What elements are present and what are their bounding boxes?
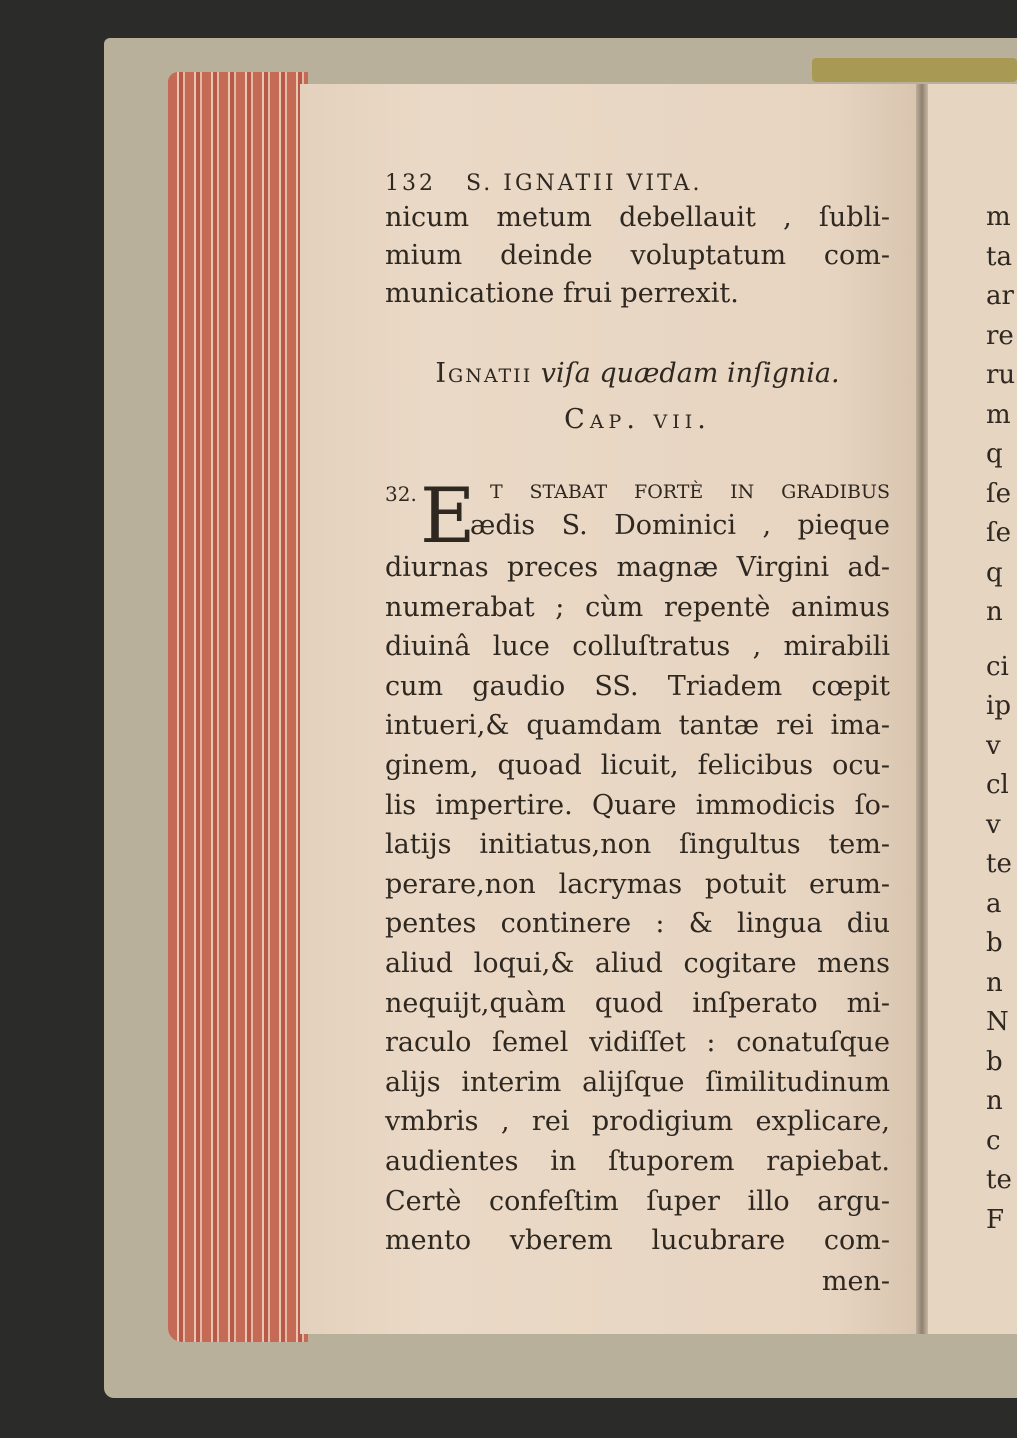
facing-page-fragment: ta bbox=[986, 241, 1012, 272]
facing-page-fragment: b bbox=[986, 928, 1003, 958]
facing-page-fragment: ſe bbox=[986, 478, 1012, 509]
facing-page-fragment: ſe bbox=[986, 518, 1012, 548]
heading-italic: viſa quædam inſignia. bbox=[540, 358, 840, 389]
facing-page-fragment: ar bbox=[986, 281, 1014, 311]
facing-page-fragment: ip bbox=[986, 691, 1011, 721]
chapter-heading bbox=[385, 358, 890, 390]
facing-page-fragment: m bbox=[986, 202, 1011, 232]
text-line: diurnas preces magnæ Virgini ad- bbox=[385, 552, 890, 583]
text-line: pentes continere : & lingua diu bbox=[385, 908, 890, 940]
text-line: numerabat ; cùm repentè animus bbox=[385, 591, 890, 623]
facing-page-fragment: cl bbox=[986, 770, 1009, 800]
text-line: diuinâ luce colluſtratus , mirabili bbox=[385, 631, 890, 663]
facing-page-fragment: q bbox=[986, 439, 1003, 469]
page-edges bbox=[168, 72, 308, 1342]
facing-page-fragment: n bbox=[986, 597, 1003, 627]
text-line: Certè confeſtim ſuper illo argu- bbox=[385, 1185, 890, 1217]
text-line: nicum metum debellauit , ſubli- bbox=[385, 202, 890, 233]
facing-page-fragment: a bbox=[986, 888, 1002, 919]
text-line: municatione frui perrexit. bbox=[385, 278, 739, 309]
bookmark-ribbon bbox=[812, 58, 1017, 82]
facing-page-fragment: m bbox=[986, 399, 1011, 430]
text-line: t ſtabat fortè in gradibus bbox=[490, 474, 890, 505]
text-line: lis impertire. Quare immodicis ſo- bbox=[385, 789, 890, 821]
text-line: aliud loqui,& aliud cogitare mens bbox=[385, 948, 890, 979]
facing-page-fragment: v bbox=[986, 809, 1001, 840]
text-line: nequijt,quàm quod inſperato mi- bbox=[385, 987, 890, 1019]
facing-page-fragment: n bbox=[986, 967, 1003, 998]
text-line: alijs interim alijſque ſimilitudinum bbox=[385, 1066, 890, 1098]
facing-page-fragment: c bbox=[986, 1125, 1001, 1156]
chapter-number: Cap. vii. bbox=[564, 404, 711, 435]
text-line: mium deinde voluptatum com- bbox=[385, 240, 890, 271]
facing-page-fragment: F bbox=[986, 1204, 1005, 1235]
paragraph-number: 32. bbox=[385, 482, 417, 506]
text-line: audientes in ſtuporem rapiebat. bbox=[385, 1146, 890, 1177]
text-line: raculo ſemel vidiſſet : conatuſque bbox=[385, 1027, 890, 1059]
drop-cap: E bbox=[420, 471, 476, 560]
facing-page-fragment: n bbox=[986, 1086, 1003, 1116]
text-line: ginem, quoad licuit, felicibus ocu- bbox=[385, 750, 890, 781]
heading-caps: Ignatii bbox=[435, 358, 533, 389]
facing-page-fragment: ru bbox=[986, 360, 1016, 390]
text-line: latijs initiatus,non ſingultus tem- bbox=[385, 829, 890, 861]
text-line: intueri,& quamdam tantæ rei ima- bbox=[385, 710, 890, 742]
text-line: cum gaudio SS. Triadem cœpit bbox=[385, 670, 890, 702]
text-line: ædis S. Dominici , pieque bbox=[470, 510, 890, 541]
facing-page-fragment: b bbox=[986, 1046, 1003, 1077]
running-header bbox=[385, 168, 890, 200]
catchword: men- bbox=[821, 1266, 890, 1297]
facing-page-fragment: ci bbox=[986, 651, 1009, 682]
facing-page-fragment: v bbox=[986, 730, 1001, 761]
gutter bbox=[916, 84, 928, 1334]
text-line: perare,non lacrymas potuit erum- bbox=[385, 868, 890, 900]
text-line: vmbris , rei prodigium explicare, bbox=[385, 1106, 890, 1138]
facing-page-fragment: te bbox=[986, 1165, 1012, 1195]
facing-page-fragment: re bbox=[986, 320, 1014, 351]
running-title: S. IGNATII VITA. bbox=[465, 171, 703, 196]
facing-page-fragment: te bbox=[986, 849, 1012, 879]
facing-page-fragment: q bbox=[986, 557, 1003, 588]
facing-page-fragment: N bbox=[986, 1007, 1009, 1037]
page-number: 132 bbox=[385, 171, 436, 196]
text-line: mento vberem lucubrare com- bbox=[385, 1225, 890, 1257]
